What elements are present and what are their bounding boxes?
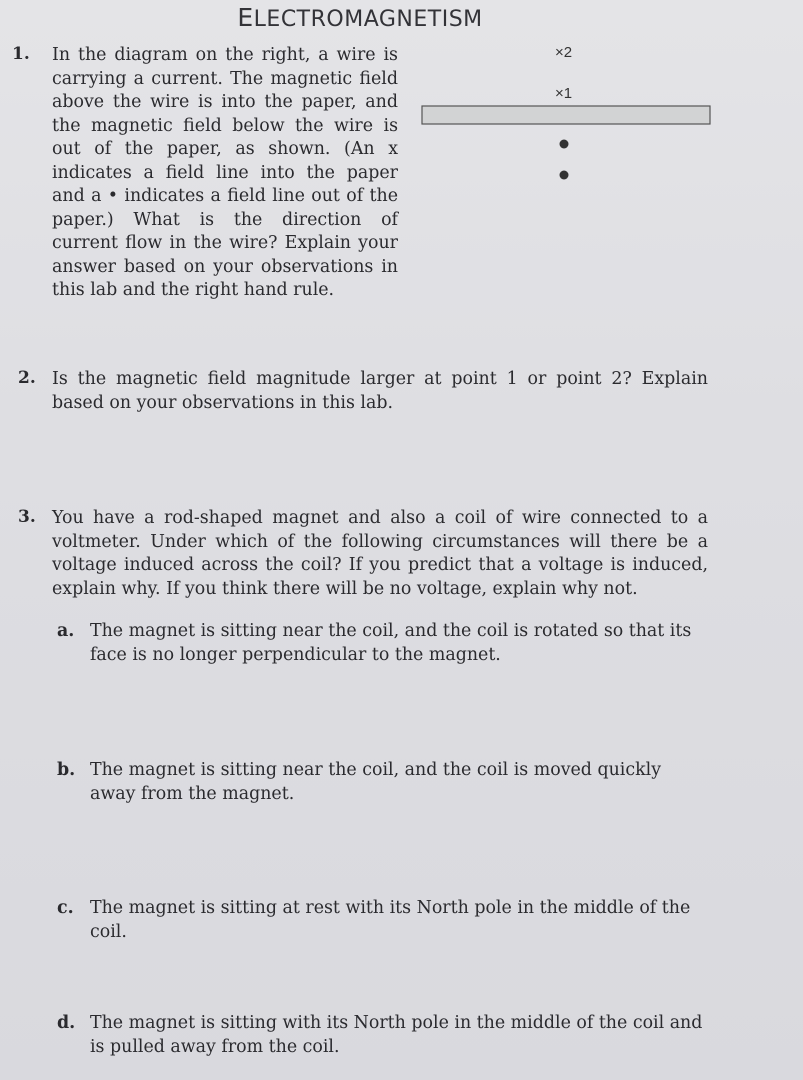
question-1-number: 1. [12, 44, 30, 64]
question-1-text: In the diagram on the right, a wire is carrying a current. The magnetic field above the wire is into the paper, and the magnetic field below the wire is out of the paper, as shown. (An x indicates a field line into the paper and a • indicates a field line out of the paper.) What is the direction of current flow in the wire? Explain your answer based on your observations in this lab and the right hand rule. [52, 45, 398, 300]
wire-field-diagram [405, 30, 725, 190]
question-3-text: You have a rod-shaped magnet and also a coil of wire connected to a voltmeter. Under which of the following circumstances will there be a voltage induced across the coil? If you predict that a voltage is induced, explain why. If you think there will be no voltage, explain why not. [52, 508, 708, 599]
part-a-text: The magnet is sitting near the coil, and the coil is rotated so that its face is no longer perpendicular to the magnet. [90, 621, 692, 665]
question-3-number: 3. [18, 507, 36, 527]
field-out-dot-2 [560, 171, 569, 180]
part-c-letter: c. [57, 898, 74, 918]
page-title [0, 3, 720, 32]
title-rest: LECTROMAGNETISM [253, 7, 483, 32]
wire [422, 106, 710, 124]
point-2-label: ×2 [555, 44, 573, 61]
part-a-letter: a. [57, 621, 75, 641]
title-initial: E [237, 3, 254, 32]
part-b-letter: b. [57, 760, 76, 780]
field-out-dot-1 [560, 140, 569, 149]
question-2-text: Is the magnetic field magnitude larger at point 1 or point 2? Explain based on your observations in this lab. [52, 369, 708, 413]
part-d-text: The magnet is sitting with its North pole in the middle of the coil and is pulled away from the coil. [90, 1013, 703, 1057]
part-c-text: The magnet is sitting at rest with its North pole in the middle of the coil. [90, 898, 691, 942]
question-2-number: 2. [18, 368, 36, 388]
point-1-label: ×1 [555, 85, 573, 102]
part-d-letter: d. [57, 1013, 76, 1033]
part-b-text: The magnet is sitting near the coil, and the coil is moved quickly away from the magnet. [90, 760, 662, 804]
